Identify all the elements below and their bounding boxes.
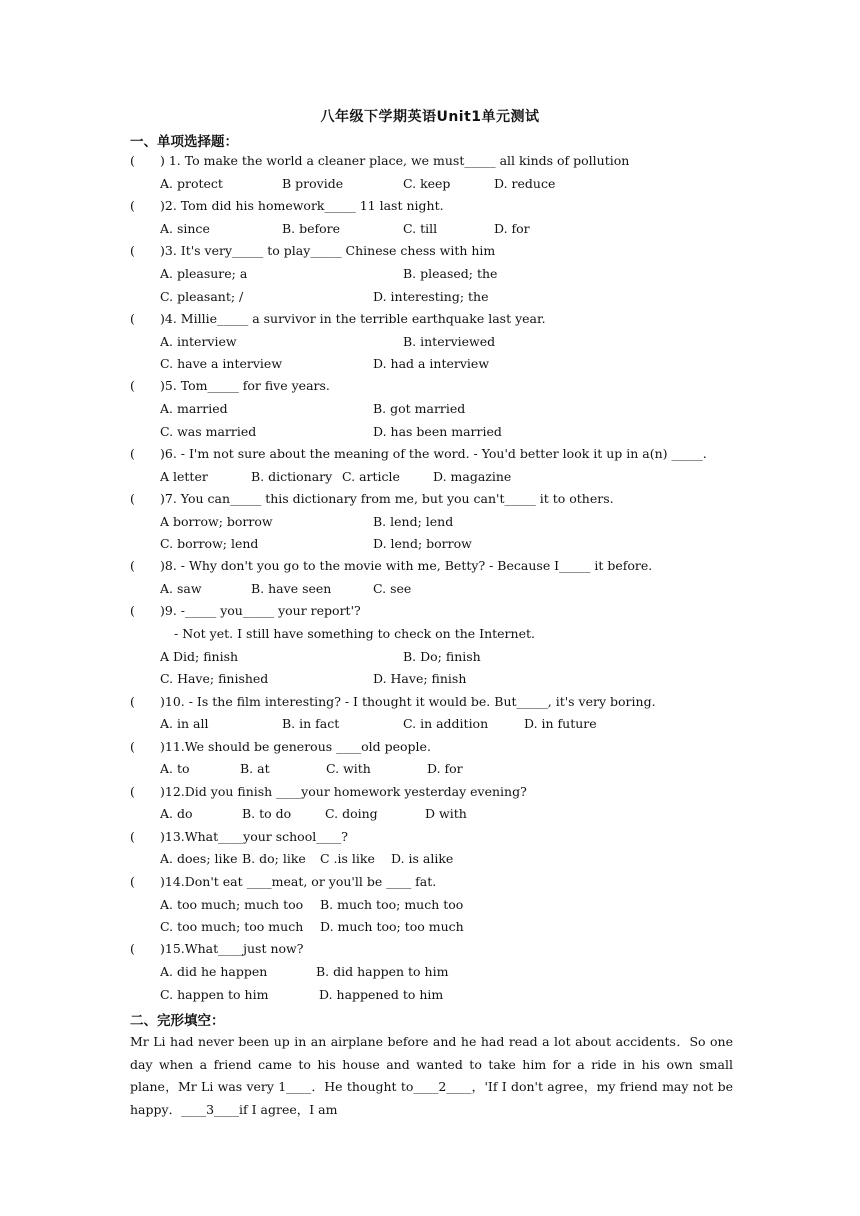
answer-paren[interactable]: (	[130, 491, 135, 506]
question-1	[130, 153, 629, 168]
option-a: A Did; finish	[160, 649, 239, 664]
option-a: A. interview	[160, 334, 237, 349]
option-c: C .is like	[320, 851, 375, 866]
option-a: A. pleasure; a	[160, 266, 248, 281]
option-b: B. at	[240, 761, 270, 776]
option-d: D. interesting; the	[373, 289, 489, 304]
option-b: B. much too; much too	[320, 897, 464, 912]
answer-paren[interactable]: (	[130, 739, 135, 754]
option-a: A. did he happen	[160, 964, 268, 979]
option-c: C. till	[403, 221, 438, 236]
option-d: D. magazine	[433, 469, 512, 484]
answer-paren[interactable]: (	[130, 694, 135, 709]
option-c: C. too much; too much	[160, 919, 304, 934]
option-a: A. since	[160, 221, 210, 236]
option-b: B. got married	[373, 401, 466, 416]
question-text: )11.We should be generous ____old people.	[160, 739, 431, 754]
option-a: A borrow; borrow	[160, 514, 273, 529]
option-c: C. pleasant; /	[160, 289, 244, 304]
question-4	[130, 311, 546, 326]
answer-paren[interactable]: (	[130, 874, 135, 889]
question-2	[130, 198, 444, 213]
option-b: B. do; like	[242, 851, 306, 866]
question-14	[130, 874, 436, 889]
question-13	[130, 829, 348, 844]
option-a: A. saw	[160, 581, 202, 596]
option-a: A letter	[160, 469, 208, 484]
answer-paren[interactable]: (	[130, 829, 135, 844]
option-b: B. have seen	[251, 581, 332, 596]
question-text: )2. Tom did his homework_____ 11 last night.	[160, 198, 444, 213]
answer-paren[interactable]: (	[130, 378, 135, 393]
option-c: C. Have; finished	[160, 671, 269, 686]
option-c: C. was married	[160, 424, 257, 439]
question-5	[130, 378, 330, 393]
question-10	[130, 694, 656, 709]
question-8	[130, 558, 652, 573]
question-text: )5. Tom_____ for five years.	[160, 378, 330, 393]
option-c: C. borrow; lend	[160, 536, 259, 551]
option-c: C. have a interview	[160, 356, 283, 371]
option-b: B provide	[282, 176, 344, 191]
question-text: )10. - Is the film interesting? - I thought it would be. But_____, it's very boring.	[160, 694, 656, 709]
option-c: C. with	[326, 761, 371, 776]
question-text: )12.Did you finish ____your homework yesterday evening?	[160, 784, 527, 799]
option-b: B. Do; finish	[403, 649, 481, 664]
question-text: )14.Don't eat ____meat, or you'll be ____ fat.	[160, 874, 437, 889]
option-d: D. happened to him	[319, 987, 444, 1002]
answer-paren[interactable]: (	[130, 243, 135, 258]
option-d: D. in future	[524, 716, 597, 731]
option-b: B. dictionary	[251, 469, 333, 484]
option-b: B. pleased; the	[403, 266, 498, 281]
question-text: )15.What____just now?	[160, 941, 304, 956]
answer-paren[interactable]: (	[130, 446, 135, 461]
option-a: A. too much; much too	[160, 897, 304, 912]
option-c: C. article	[342, 469, 400, 484]
option-a: A. in all	[160, 716, 209, 731]
option-b: B. to do	[242, 806, 292, 821]
option-b: B. interviewed	[403, 334, 496, 349]
question-text: )9. -_____ you_____ your report'?	[160, 603, 361, 618]
answer-paren[interactable]: (	[130, 153, 135, 168]
option-d: D with	[425, 806, 467, 821]
option-c: C. in addition	[403, 716, 489, 731]
option-b: B. did happen to him	[316, 964, 449, 979]
option-d: D. has been married	[373, 424, 502, 439]
option-c: C. doing	[325, 806, 378, 821]
option-c: C. keep	[403, 176, 451, 191]
option-a: A. does; like	[160, 851, 238, 866]
answer-paren[interactable]: (	[130, 941, 135, 956]
answer-paren[interactable]: (	[130, 558, 135, 573]
question-text: )13.What____your school____?	[160, 829, 348, 844]
cloze-passage: Mr Li had never been up in an airplane before and he had read a lot about accidents．So one day when a friend came to his house and wanted to take him for a ride in his own small plane，Mr Li was very 1____．He thought to____2____，'If I don't agree，my friend may not be happy．____3____if I agree，I am	[130, 1034, 733, 1117]
option-d: D. is alike	[391, 851, 454, 866]
option-a: A. do	[160, 806, 193, 821]
question-text: )7. You can_____ this dictionary from me, but you can't_____ it to others.	[160, 491, 614, 506]
question-text: )6. - I'm not sure about the meaning of the word. - You'd better look it up in a(n) _____.	[160, 446, 707, 461]
option-b: B. before	[282, 221, 341, 236]
answer-paren[interactable]: (	[130, 311, 135, 326]
question-9-response: - Not yet. I still have something to check on the Internet.	[174, 626, 535, 641]
question-text: ) 1. To make the world a cleaner place, we must_____ all kinds of pollution	[160, 153, 630, 168]
option-c: C. happen to him	[160, 987, 269, 1002]
question-15	[130, 941, 303, 956]
question-text: )3. It's very_____ to play_____ Chinese chess with him	[160, 243, 496, 258]
question-text: )8. - Why don't you go to the movie with me, Betty? - Because I_____ it before.	[160, 558, 653, 573]
option-d: D. Have; finish	[373, 671, 467, 686]
option-d: D. reduce	[494, 176, 556, 191]
option-d: D. much too; too much	[320, 919, 464, 934]
option-b: B. in fact	[282, 716, 340, 731]
option-d: D. for	[494, 221, 530, 236]
answer-paren[interactable]: (	[130, 603, 135, 618]
option-a: A. married	[160, 401, 228, 416]
option-b: B. lend; lend	[373, 514, 454, 529]
answer-paren[interactable]: (	[130, 198, 135, 213]
question-7	[130, 491, 614, 506]
option-d: D. lend; borrow	[373, 536, 472, 551]
answer-paren[interactable]: (	[130, 784, 135, 799]
option-a: A. to	[160, 761, 190, 776]
option-d: D. for	[427, 761, 463, 776]
question-6	[130, 446, 707, 461]
option-d: D. had a interview	[373, 356, 490, 371]
question-text: )4. Millie_____ a survivor in the terrible earthquake last year.	[160, 311, 546, 326]
question-11	[130, 739, 431, 754]
question-12	[130, 784, 527, 799]
option-c: C. see	[373, 581, 412, 596]
section-heading-multiple-choice: 一、单项选择题：	[130, 134, 238, 150]
option-a: A. protect	[160, 176, 223, 191]
question-3	[130, 243, 495, 258]
page-title: 八年级下学期英语Unit1单元测试	[320, 109, 540, 125]
question-9	[130, 603, 361, 618]
section-heading-cloze: 二、完形填空：	[130, 1013, 225, 1029]
